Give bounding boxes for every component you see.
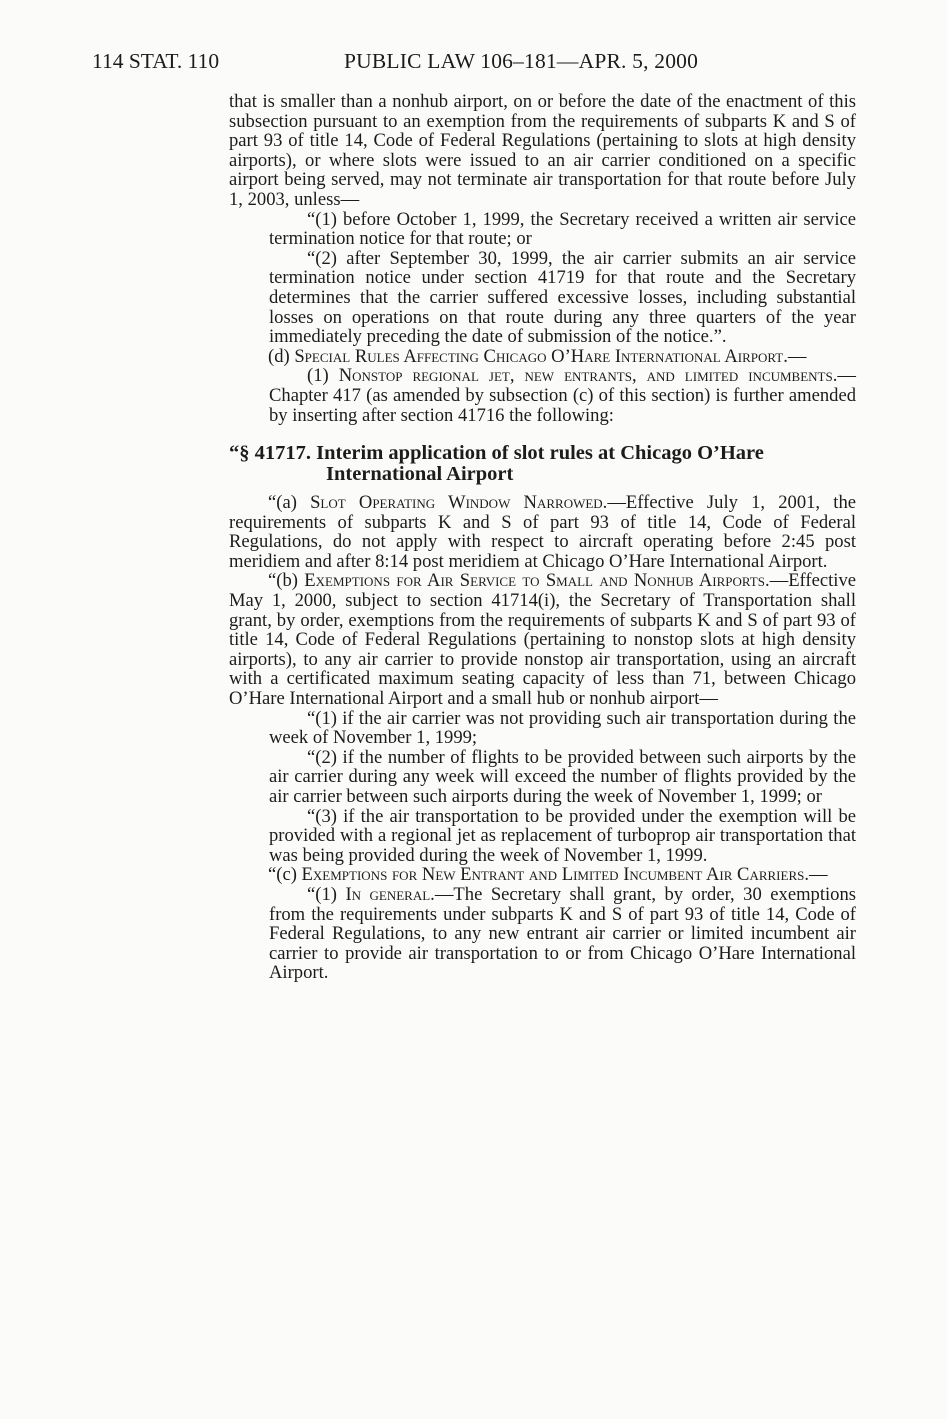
subsection-d <box>229 347 856 367</box>
subsection-c-prefix: “(c) <box>268 864 302 886</box>
paragraph-c-1 <box>229 885 856 983</box>
subsection-c-dash: — <box>809 864 828 886</box>
subsection-d-dash: — <box>787 345 807 367</box>
paragraph-d1-title: Nonstop regional jet, new entrants, and limited incumbents. <box>338 365 838 387</box>
subsection-b-prefix: “(b) <box>268 570 305 592</box>
paragraph-d1-text: —Chapter 417 (as amended by subsection (c) of this section) is further amended by inserting after section 41716 the following: <box>269 365 856 426</box>
paragraph-b1: “(1) if the air carrier was not providing such air transportation during the week of November 1, 1999; <box>269 707 856 749</box>
intro-paragraph: that is smaller than a nonhub airport, on or before the date of the enactment of this subsection pursuant to an exemption from the requirements of subparts K and S of part 93 of title 14, Code of Federal Regulations (pertaining to slots at high density airports), or where slots were issued to an air carrier conditioned on a specific airport being served, may not terminate air transportation for that route before July 1, 2003, unless— <box>229 91 856 210</box>
page-header <box>0 46 947 76</box>
subsection-a-prefix: “(a) <box>268 492 311 514</box>
paragraph-d1 <box>229 366 856 425</box>
paragraph-b2: “(2) if the number of flights to be provided between such airports by the air carrier during any week will exceed the number of flights provided by the air carrier between such airports during the week of November 1, 1999; or <box>269 746 856 807</box>
paragraph-c-1-title: In general. <box>345 883 435 905</box>
subsection-c <box>229 865 856 885</box>
paragraph-c2: “(2) after September 30, 1999, the air carrier submits an air service termination notice under section 41719 for that route and the Secretary determines that the carrier suffered excessive losses, including substantial losses on operations on that route during any three quarters of the year immediately preceding the date of submission of the notice.”. <box>269 247 856 348</box>
subsection-b-title: Exemptions for Air Service to Small and Nonhub Airports. <box>304 570 770 592</box>
paragraph-d1-prefix: (1) <box>307 365 339 387</box>
subsection-c-title: Exemptions for New Entrant and Limited Incumbent Air Carriers. <box>301 864 809 886</box>
subsection-b-text: —Effective May 1, 2000, subject to section 41714(i), the Secretary of Transportation shall grant, by order, exemptions from the requirements of subparts K and S of part 93 of title 14, Code of Federal Regulations (pertaining to nonstop slots at high density airports), to any air carrier to provide nonstop air transportation, using an aircraft with a certificated maximum seating capacity of less than 71, between Chicago O’Hare International Airport and a small hub or nonhub airport— <box>229 570 856 710</box>
paragraph-c-1-text: —The Secretary shall grant, by order, 30 exemptions from the requirements under subparts K and S of part 93 of title 14, Code of Federal Regulations, to any new entrant air carrier or limited incumbent air carrier to provide air transportation to or from Chicago O’Hare International Airport. <box>269 883 856 984</box>
subsection-d-title: Special Rules Affecting Chicago O’Hare International Airport. <box>294 345 788 367</box>
section-heading-line2: International Airport <box>326 463 514 486</box>
subsection-a <box>229 493 856 571</box>
section-heading <box>229 443 856 485</box>
law-reference: PUBLIC LAW 106–181—APR. 5, 2000 <box>344 49 699 73</box>
paragraph-c1: “(1) before October 1, 1999, the Secretary received a written air service termination notice for that route; or <box>269 208 856 250</box>
subsection-a-title: Slot Operating Window Narrowed. <box>310 492 608 514</box>
paragraph-b3: “(3) if the air transportation to be provided under the exemption will be provided with a regional jet as replacement of turboprop air transportation that was being provided during the week of November 1, 1999. <box>269 805 856 866</box>
subsection-d-prefix: (d) <box>268 345 295 367</box>
section-heading-line1: “§ 41717. Interim application of slot rules at Chicago O’Hare <box>229 442 764 465</box>
subsection-b <box>229 571 856 708</box>
document-body <box>229 92 856 983</box>
subsection-a-text: —Effective July 1, 2001, the requirements of subparts K and S of part 93 of title 14, Code of Federal Regulations, do not apply with respect to aircraft operating before 2:45 post meridiem and after 8:14 post meridiem at Chicago O’Hare International Airport. <box>229 492 856 572</box>
paragraph-c-1-prefix: “(1) <box>307 883 346 905</box>
stat-reference: 114 STAT. 110 <box>92 49 220 73</box>
